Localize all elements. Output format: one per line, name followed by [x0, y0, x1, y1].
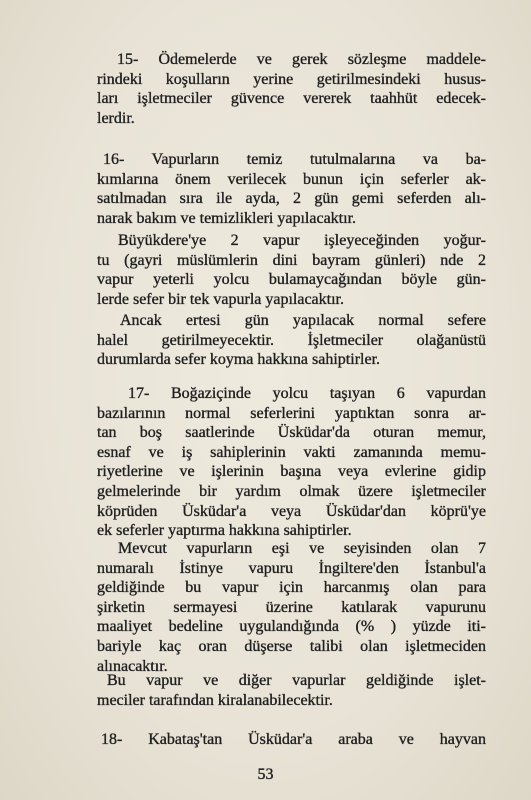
text-line: numaralı İstinye vapuru İngiltere'den İstanbul'a	[97, 559, 486, 577]
text-line: lerdir.	[97, 109, 135, 127]
text-line: Ancak ertesi gün yapılacak normal sefere	[120, 312, 486, 329]
text-line: 17- Boğaziçinde yolcu taşıyan 6 vapurdan	[128, 385, 486, 402]
text-line: riyetlerine ve işlerinin başına veya evlerine gidip	[97, 463, 486, 481]
text-line: Büyükdere'ye 2 vapur işleyeceğinden yoğur-	[118, 232, 486, 249]
text-line: bazılarının normal seferlerini yaptıktan sonra ar-	[97, 404, 486, 422]
text-line: Bu vapur ve diğer vapurlar geldiğinde işlet-	[107, 672, 486, 689]
text-line: 15- Ödemelerde ve gerek sözleşme maddele-	[117, 51, 486, 68]
article-16-paragraph	[97, 150, 486, 228]
text-line: narak bakım ve temizlikleri yapılacaktır.	[97, 209, 357, 227]
text-line: alınacaktır.	[97, 657, 168, 675]
text-line: durumlarda sefer koyma hakkına sahiptirler.	[97, 351, 381, 369]
article-15-paragraph	[97, 50, 486, 128]
article-17-continuation-1	[97, 539, 486, 676]
article-18-paragraph	[97, 730, 486, 750]
text-line: köprüden Üsküdar'a veya Üsküdar'dan köprü'ye	[97, 502, 486, 520]
text-line: bariyle kaç oran düşerse talibi olan işletmeciden	[97, 637, 486, 655]
text-line: lerde sefer bir tek vapurla yapılacaktır.	[97, 290, 344, 308]
text-line: vapur yeterli yolcu bulamaycağından böyle gün-	[97, 271, 486, 289]
text-line: kımlarına önem verilecek bunun için seferler ak-	[97, 170, 486, 188]
text-line: esnaf ve iş sahiplerinin vakti zamanında memu-	[97, 443, 486, 461]
article-17-continuation-2	[97, 671, 486, 710]
text-line: tan boş saatlerinde Üsküdar'da oturan memur,	[97, 424, 486, 442]
article-16-continuation-1	[97, 231, 486, 309]
text-line: maaliyet bedeline uygulandığında (% ) yüzde iti-	[97, 618, 486, 636]
text-line: Mevcut vapurların eşi ve seyisinden olan 7	[118, 540, 486, 557]
text-line: 18- Kabataş'tan Üsküdar'a araba ve hayvan	[101, 731, 486, 748]
text-line: 16- Vapurların temiz tutulmalarına va ba-	[103, 151, 486, 168]
article-16-continuation-2	[97, 311, 486, 370]
text-line: ek seferler yaptırma hakkına sahiptirler.	[97, 522, 352, 540]
page-number: 53	[257, 766, 274, 783]
article-17-paragraph	[97, 384, 486, 541]
text-line: tu (gayri müslümlerin dini bayram günleri) nde 2	[97, 251, 486, 269]
text-line: satılmadan sıra ile ayda, 2 gün gemi seferden alı-	[97, 190, 486, 208]
text-line: şirketin sermayesi üzerine katılarak vapurunu	[97, 598, 486, 616]
text-line: gelmelerinde bir yardım olmak üzere işletmeciler	[97, 482, 486, 500]
text-line: rindeki koşulların yerine getirilmesindeki husus-	[97, 70, 486, 88]
text-line: meciler tarafından kiralanabilecektir.	[97, 691, 333, 709]
text-line: ları işletmeciler güvence vererek taahhüt edecek-	[97, 90, 486, 108]
text-line: halel getirilmeyecektir. İşletmeciler olağanüstü	[97, 331, 486, 349]
text-line: geldiğinde bu vapur için harcanmış olan para	[97, 579, 486, 597]
